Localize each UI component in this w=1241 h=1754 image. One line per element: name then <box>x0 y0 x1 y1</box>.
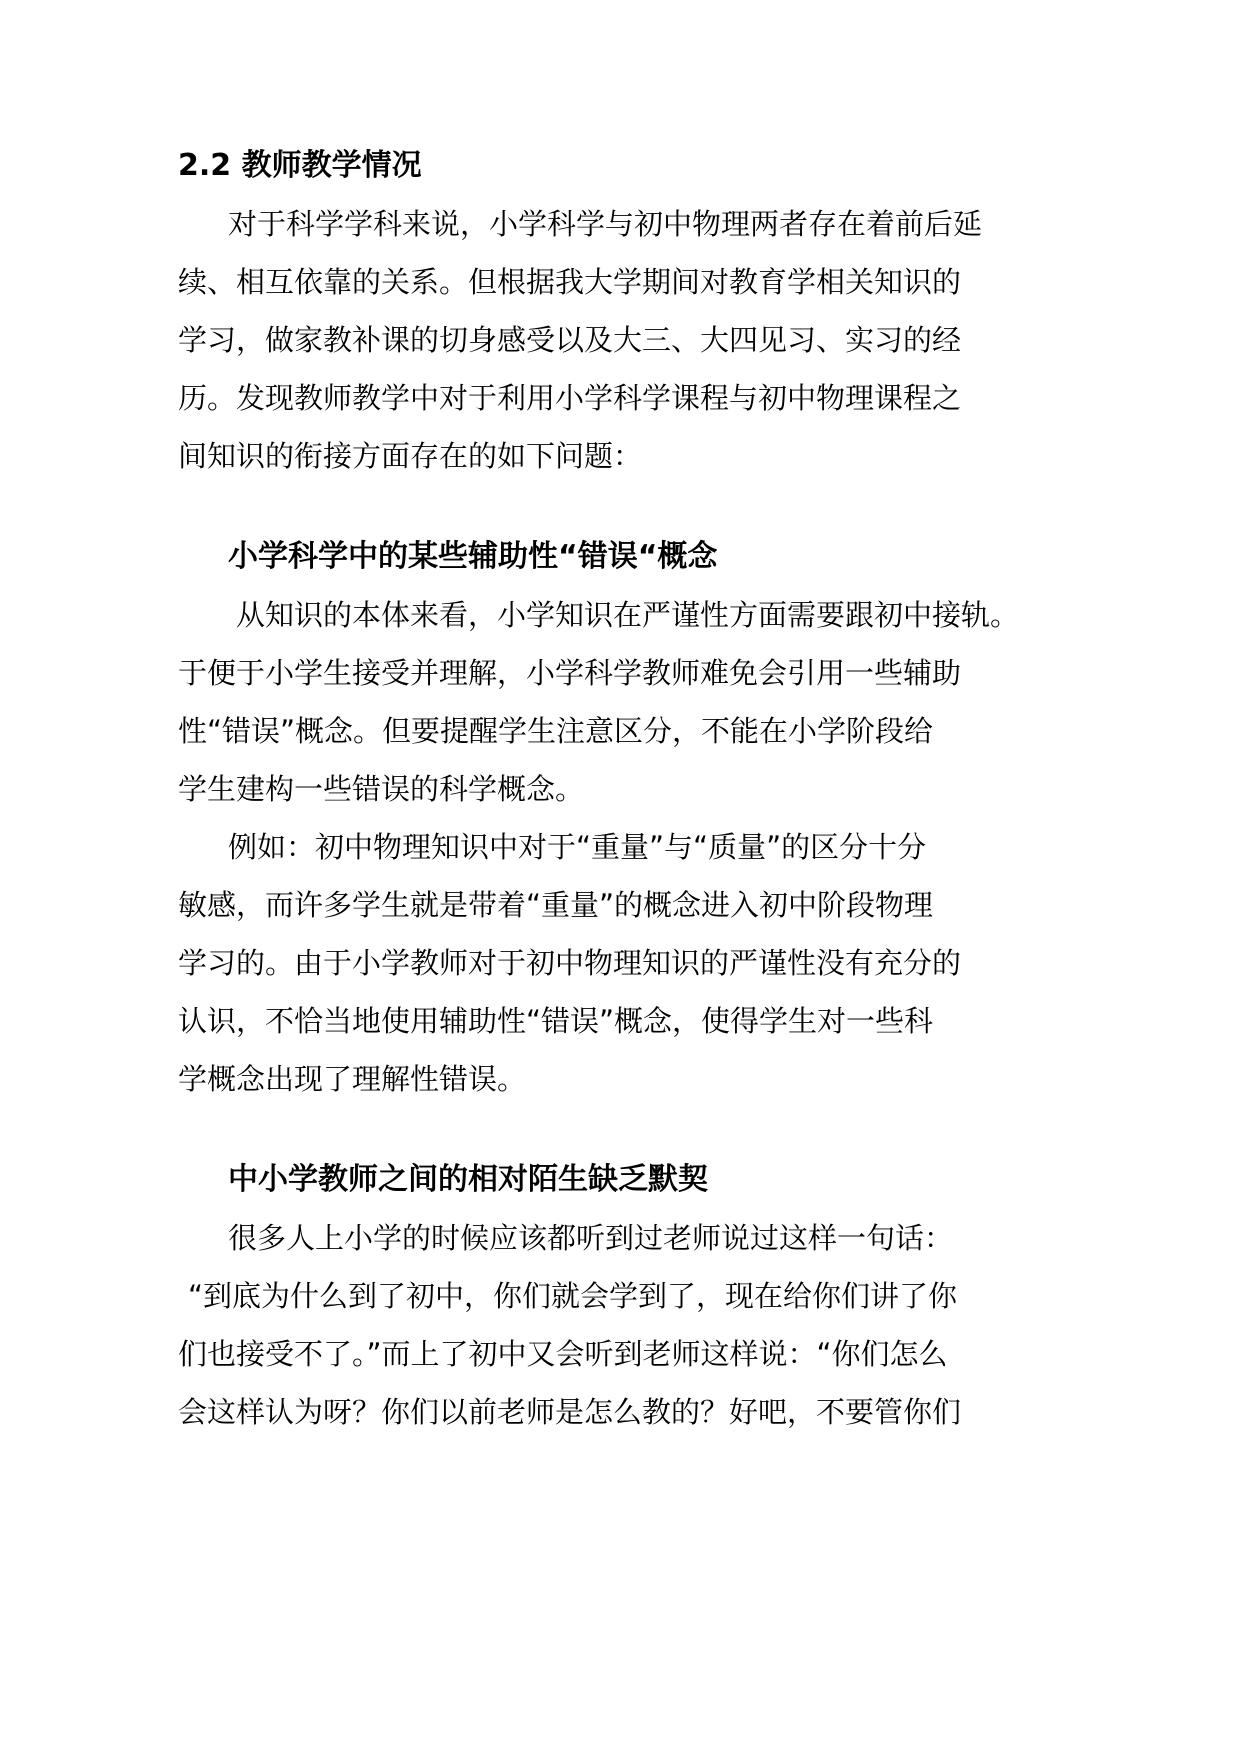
paragraph-line: 历。发现教师教学中对于利用小学科学课程与初中物理课程之 <box>178 381 962 415</box>
paragraph-line: 续、相互依靠的关系。但根据我大学期间对教育学相关知识的 <box>178 265 962 299</box>
paragraph-line: “到底为什么到了初中，你们就会学到了，现在给你们讲了你 <box>188 1279 958 1313</box>
paragraph-line: 会这样认为呀？你们以前老师是怎么教的？好吧，不要管你们 <box>178 1395 962 1429</box>
paragraph-line: 学习，做家教补课的切身感受以及大三、大四见习、实习的经 <box>178 323 962 357</box>
paragraph-line: 学概念出现了理解性错误。 <box>178 1062 527 1096</box>
paragraph-line: 对于科学学科来说，小学科学与初中物理两者存在着前后延 <box>228 207 983 241</box>
section-heading: 2.2 教师教学情况 <box>178 148 422 183</box>
paragraph-line: 例如：初中物理知识中对于“重量”与“质量”的区分十分 <box>228 830 927 864</box>
subheading-misconceptions: 小学科学中的某些辅助性“错误“概念 <box>228 539 718 574</box>
paragraph-line: 们也接受不了。”而上了初中又会听到老师这样说：“你们怎么 <box>178 1337 948 1371</box>
paragraph-line: 间知识的衔接方面存在的如下问题： <box>178 439 643 473</box>
paragraph-line: 很多人上小学的时候应该都听到过老师说过这样一句话： <box>228 1221 954 1255</box>
subheading-teachers: 中小学教师之间的相对陌生缺乏默契 <box>228 1162 708 1197</box>
paragraph-line: 于便于小学生接受并理解，小学科学教师难免会引用一些辅助 <box>178 656 962 690</box>
paragraph-line: 认识，不恰当地使用辅助性“错误”概念，使得学生对一些科 <box>178 1004 934 1038</box>
paragraph-line: 学习的。由于小学教师对于初中物理知识的严谨性没有充分的 <box>178 946 962 980</box>
paragraph-line: 从知识的本体来看，小学知识在严谨性方面需要跟初中接轨。 <box>236 598 1020 632</box>
paragraph-line: 学生建构一些错误的科学概念。 <box>178 772 585 806</box>
paragraph-line: 性“错误”概念。但要提醒学生注意区分，不能在小学阶段给 <box>178 714 934 748</box>
paragraph-line: 敏感，而许多学生就是带着“重量”的概念进入初中阶段物理 <box>178 888 934 922</box>
